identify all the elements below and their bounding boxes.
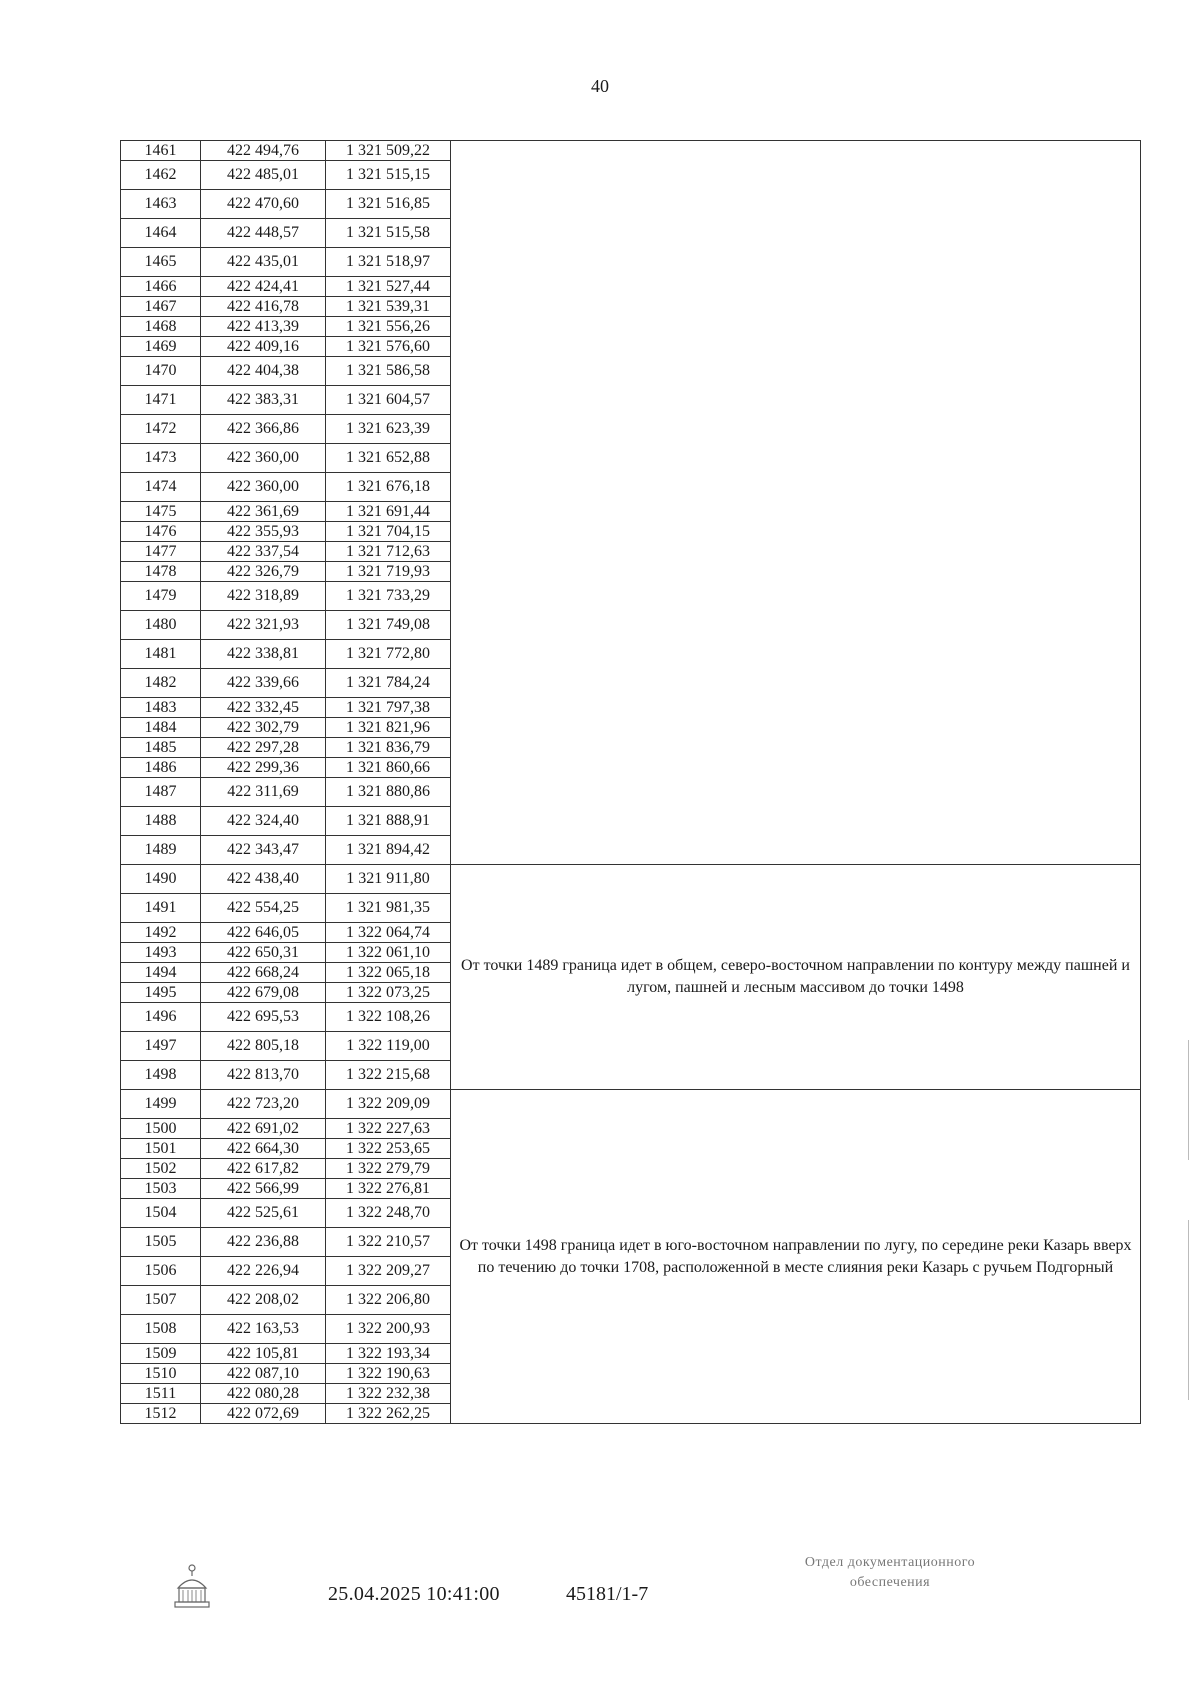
y-coordinate-cell: 1 321 556,26	[326, 317, 451, 337]
y-coordinate-cell: 1 321 712,63	[326, 542, 451, 562]
point-number-cell: 1496	[121, 1003, 201, 1032]
table-row	[121, 141, 1141, 161]
y-coordinate-cell: 1 321 509,22	[326, 141, 451, 161]
y-coordinate-cell: 1 322 253,65	[326, 1139, 451, 1159]
footer-doc-number: 45181/1-7	[566, 1583, 649, 1605]
x-coordinate-cell: 422 226,94	[201, 1257, 326, 1286]
point-number-cell: 1507	[121, 1286, 201, 1315]
y-coordinate-cell: 1 321 527,44	[326, 277, 451, 297]
y-coordinate-cell: 1 321 860,66	[326, 758, 451, 778]
y-coordinate-cell: 1 322 200,93	[326, 1315, 451, 1344]
y-coordinate-cell: 1 321 691,44	[326, 502, 451, 522]
x-coordinate-cell: 422 646,05	[201, 923, 326, 943]
x-coordinate-cell: 422 311,69	[201, 778, 326, 807]
x-coordinate-cell: 422 494,76	[201, 141, 326, 161]
y-coordinate-cell: 1 321 836,79	[326, 738, 451, 758]
x-coordinate-cell: 422 366,86	[201, 415, 326, 444]
x-coordinate-cell: 422 072,69	[201, 1404, 326, 1424]
y-coordinate-cell: 1 321 518,97	[326, 248, 451, 277]
coordinates-table	[120, 140, 1141, 1424]
point-number-cell: 1494	[121, 963, 201, 983]
y-coordinate-cell: 1 321 911,80	[326, 865, 451, 894]
point-number-cell: 1477	[121, 542, 201, 562]
point-number-cell: 1472	[121, 415, 201, 444]
point-number-cell: 1482	[121, 669, 201, 698]
point-number-cell: 1469	[121, 337, 201, 357]
x-coordinate-cell: 422 650,31	[201, 943, 326, 963]
point-number-cell: 1493	[121, 943, 201, 963]
point-number-cell: 1506	[121, 1257, 201, 1286]
x-coordinate-cell: 422 617,82	[201, 1159, 326, 1179]
point-number-cell: 1503	[121, 1179, 201, 1199]
point-number-cell: 1487	[121, 778, 201, 807]
x-coordinate-cell: 422 664,30	[201, 1139, 326, 1159]
y-coordinate-cell: 1 321 749,08	[326, 611, 451, 640]
y-coordinate-cell: 1 321 894,42	[326, 836, 451, 865]
x-coordinate-cell: 422 332,45	[201, 698, 326, 718]
point-number-cell: 1498	[121, 1061, 201, 1090]
x-coordinate-cell: 422 679,08	[201, 983, 326, 1003]
y-coordinate-cell: 1 321 797,38	[326, 698, 451, 718]
point-number-cell: 1510	[121, 1364, 201, 1384]
point-number-cell: 1471	[121, 386, 201, 415]
footer-stamp	[740, 1553, 1040, 1593]
y-coordinate-cell: 1 321 652,88	[326, 444, 451, 473]
footer-datetime: 25.04.2025 10:41:00	[328, 1583, 500, 1605]
y-coordinate-cell: 1 322 232,38	[326, 1384, 451, 1404]
y-coordinate-cell: 1 321 586,58	[326, 357, 451, 386]
y-coordinate-cell: 1 321 623,39	[326, 415, 451, 444]
point-number-cell: 1488	[121, 807, 201, 836]
x-coordinate-cell: 422 343,47	[201, 836, 326, 865]
x-coordinate-cell: 422 413,39	[201, 317, 326, 337]
scan-margin-mark	[1188, 1040, 1189, 1160]
y-coordinate-cell: 1 322 210,57	[326, 1228, 451, 1257]
x-coordinate-cell: 422 566,99	[201, 1179, 326, 1199]
point-number-cell: 1468	[121, 317, 201, 337]
y-coordinate-cell: 1 322 227,63	[326, 1119, 451, 1139]
stamp-line: обеспечения	[849, 1575, 931, 1590]
x-coordinate-cell: 422 321,93	[201, 611, 326, 640]
y-coordinate-cell: 1 322 193,34	[326, 1344, 451, 1364]
point-number-cell: 1481	[121, 640, 201, 669]
y-coordinate-cell: 1 322 073,25	[326, 983, 451, 1003]
x-coordinate-cell: 422 337,54	[201, 542, 326, 562]
page-number: 40	[591, 76, 609, 96]
point-number-cell: 1486	[121, 758, 201, 778]
y-coordinate-cell: 1 321 888,91	[326, 807, 451, 836]
x-coordinate-cell: 422 087,10	[201, 1364, 326, 1384]
point-number-cell: 1467	[121, 297, 201, 317]
y-coordinate-cell: 1 322 064,74	[326, 923, 451, 943]
x-coordinate-cell: 422 326,79	[201, 562, 326, 582]
x-coordinate-cell: 422 236,88	[201, 1228, 326, 1257]
point-number-cell: 1501	[121, 1139, 201, 1159]
x-coordinate-cell: 422 163,53	[201, 1315, 326, 1344]
point-number-cell: 1480	[121, 611, 201, 640]
y-coordinate-cell: 1 321 515,15	[326, 161, 451, 190]
y-coordinate-cell: 1 321 719,93	[326, 562, 451, 582]
table-row	[121, 1090, 1141, 1119]
point-number-cell: 1474	[121, 473, 201, 502]
point-number-cell: 1473	[121, 444, 201, 473]
point-number-cell: 1466	[121, 277, 201, 297]
x-coordinate-cell: 422 105,81	[201, 1344, 326, 1364]
point-number-cell: 1483	[121, 698, 201, 718]
y-coordinate-cell: 1 321 704,15	[326, 522, 451, 542]
x-coordinate-cell: 422 424,41	[201, 277, 326, 297]
point-number-cell: 1492	[121, 923, 201, 943]
x-coordinate-cell: 422 361,69	[201, 502, 326, 522]
x-coordinate-cell: 422 338,81	[201, 640, 326, 669]
x-coordinate-cell: 422 383,31	[201, 386, 326, 415]
point-number-cell: 1504	[121, 1199, 201, 1228]
x-coordinate-cell: 422 324,40	[201, 807, 326, 836]
point-number-cell: 1490	[121, 865, 201, 894]
point-number-cell: 1485	[121, 738, 201, 758]
x-coordinate-cell: 422 695,53	[201, 1003, 326, 1032]
x-coordinate-cell: 422 668,24	[201, 963, 326, 983]
y-coordinate-cell: 1 321 784,24	[326, 669, 451, 698]
y-coordinate-cell: 1 322 279,79	[326, 1159, 451, 1179]
boundary-description-cell	[451, 141, 1141, 865]
point-number-cell: 1491	[121, 894, 201, 923]
x-coordinate-cell: 422 485,01	[201, 161, 326, 190]
y-coordinate-cell: 1 321 733,29	[326, 582, 451, 611]
x-coordinate-cell: 422 448,57	[201, 219, 326, 248]
y-coordinate-cell: 1 322 209,09	[326, 1090, 451, 1119]
y-coordinate-cell: 1 321 604,57	[326, 386, 451, 415]
y-coordinate-cell: 1 321 821,96	[326, 718, 451, 738]
point-number-cell: 1502	[121, 1159, 201, 1179]
point-number-cell: 1505	[121, 1228, 201, 1257]
y-coordinate-cell: 1 322 190,63	[326, 1364, 451, 1384]
y-coordinate-cell: 1 321 880,86	[326, 778, 451, 807]
boundary-description-cell: От точки 1498 граница идет в юго-восточном направлении по лугу, по середине реки Казарь вверх по течению до точки 1708, расположенной в месте слияния реки Казарь с ручьем Подгорный	[451, 1090, 1141, 1424]
x-coordinate-cell: 422 080,28	[201, 1384, 326, 1404]
point-number-cell: 1478	[121, 562, 201, 582]
y-coordinate-cell: 1 322 119,00	[326, 1032, 451, 1061]
x-coordinate-cell: 422 208,02	[201, 1286, 326, 1315]
y-coordinate-cell: 1 321 516,85	[326, 190, 451, 219]
point-number-cell: 1461	[121, 141, 201, 161]
x-coordinate-cell: 422 813,70	[201, 1061, 326, 1090]
x-coordinate-cell: 422 360,00	[201, 444, 326, 473]
point-number-cell: 1463	[121, 190, 201, 219]
x-coordinate-cell: 422 438,40	[201, 865, 326, 894]
y-coordinate-cell: 1 322 065,18	[326, 963, 451, 983]
point-number-cell: 1465	[121, 248, 201, 277]
x-coordinate-cell: 422 404,38	[201, 357, 326, 386]
x-coordinate-cell: 422 360,00	[201, 473, 326, 502]
point-number-cell: 1470	[121, 357, 201, 386]
y-coordinate-cell: 1 321 576,60	[326, 337, 451, 357]
x-coordinate-cell: 422 339,66	[201, 669, 326, 698]
emblem-icon	[170, 1562, 214, 1612]
y-coordinate-cell: 1 321 515,58	[326, 219, 451, 248]
point-number-cell: 1462	[121, 161, 201, 190]
point-number-cell: 1512	[121, 1404, 201, 1424]
x-coordinate-cell: 422 723,20	[201, 1090, 326, 1119]
point-number-cell: 1500	[121, 1119, 201, 1139]
y-coordinate-cell: 1 321 676,18	[326, 473, 451, 502]
x-coordinate-cell: 422 297,28	[201, 738, 326, 758]
scan-margin-mark	[1188, 1220, 1189, 1400]
x-coordinate-cell: 422 299,36	[201, 758, 326, 778]
x-coordinate-cell: 422 805,18	[201, 1032, 326, 1061]
y-coordinate-cell: 1 322 061,10	[326, 943, 451, 963]
y-coordinate-cell: 1 322 262,25	[326, 1404, 451, 1424]
point-number-cell: 1475	[121, 502, 201, 522]
y-coordinate-cell: 1 321 772,80	[326, 640, 451, 669]
point-number-cell: 1499	[121, 1090, 201, 1119]
y-coordinate-cell: 1 322 248,70	[326, 1199, 451, 1228]
x-coordinate-cell: 422 691,02	[201, 1119, 326, 1139]
y-coordinate-cell: 1 322 215,68	[326, 1061, 451, 1090]
boundary-description-cell: От точки 1489 граница идет в общем, северо-восточном направлении по контуру между пашней и лугом, пашней и лесным массивом до точки 1498	[451, 865, 1141, 1090]
y-coordinate-cell: 1 322 276,81	[326, 1179, 451, 1199]
point-number-cell: 1495	[121, 983, 201, 1003]
point-number-cell: 1489	[121, 836, 201, 865]
point-number-cell: 1464	[121, 219, 201, 248]
y-coordinate-cell: 1 321 539,31	[326, 297, 451, 317]
x-coordinate-cell: 422 318,89	[201, 582, 326, 611]
x-coordinate-cell: 422 470,60	[201, 190, 326, 219]
stamp-line: Отдел документационного	[804, 1555, 976, 1570]
point-number-cell: 1484	[121, 718, 201, 738]
point-number-cell: 1509	[121, 1344, 201, 1364]
point-number-cell: 1476	[121, 522, 201, 542]
point-number-cell: 1497	[121, 1032, 201, 1061]
x-coordinate-cell: 422 554,25	[201, 894, 326, 923]
point-number-cell: 1511	[121, 1384, 201, 1404]
x-coordinate-cell: 422 302,79	[201, 718, 326, 738]
x-coordinate-cell: 422 525,61	[201, 1199, 326, 1228]
y-coordinate-cell: 1 322 206,80	[326, 1286, 451, 1315]
x-coordinate-cell: 422 355,93	[201, 522, 326, 542]
y-coordinate-cell: 1 322 209,27	[326, 1257, 451, 1286]
x-coordinate-cell: 422 435,01	[201, 248, 326, 277]
y-coordinate-cell: 1 322 108,26	[326, 1003, 451, 1032]
x-coordinate-cell: 422 416,78	[201, 297, 326, 317]
point-number-cell: 1479	[121, 582, 201, 611]
table-row	[121, 865, 1141, 894]
point-number-cell: 1508	[121, 1315, 201, 1344]
x-coordinate-cell: 422 409,16	[201, 337, 326, 357]
y-coordinate-cell: 1 321 981,35	[326, 894, 451, 923]
